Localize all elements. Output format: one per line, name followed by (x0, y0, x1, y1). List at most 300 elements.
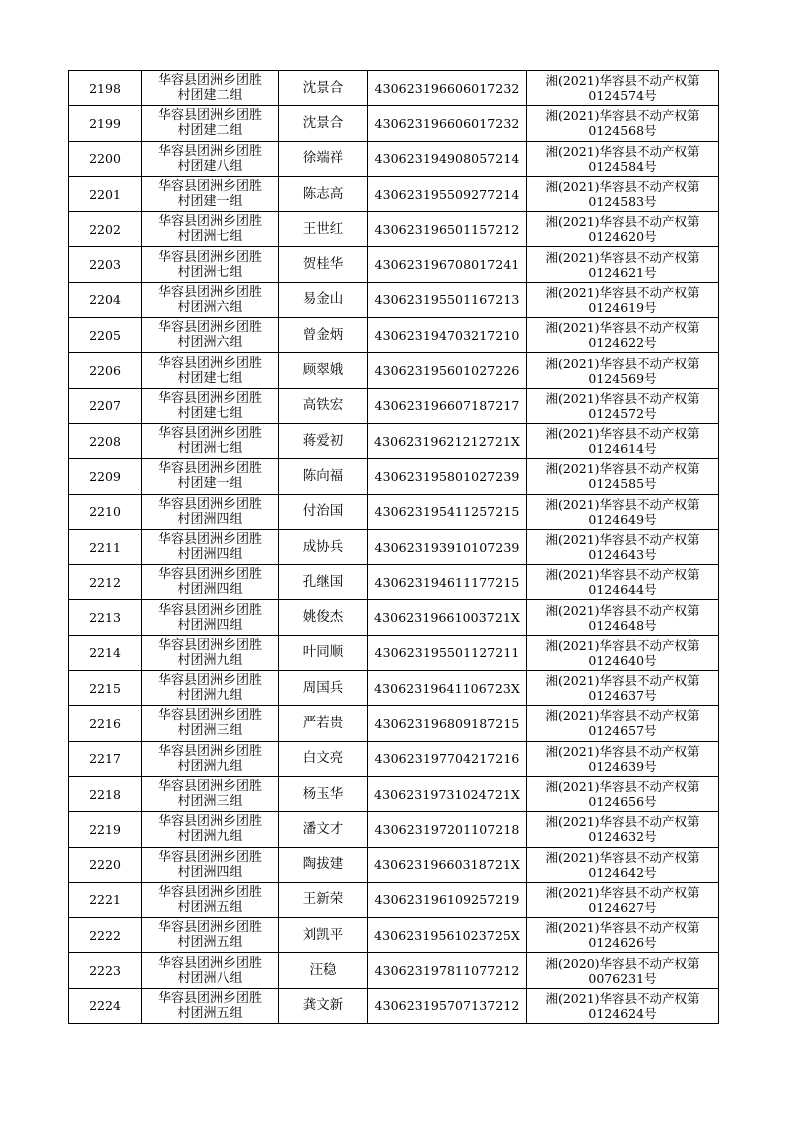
serial-number-cell-text: 2220 (89, 857, 121, 873)
table-row (69, 812, 719, 847)
certificate-number-cell-text: 湘(2021)华容县不动产权第 (545, 637, 700, 653)
id-number-cell (368, 776, 527, 811)
certificate-number-cell-text: 0124637号 (588, 688, 657, 704)
id-number-cell (368, 706, 527, 741)
address-cell (142, 459, 279, 494)
table-row (69, 741, 719, 776)
table-row (69, 423, 719, 458)
certificate-number-cell-text: 0124621号 (588, 264, 657, 280)
certificate-number-cell-text: 0124584号 (588, 158, 657, 174)
certificate-number-cell-text: 湘(2021)华容县不动产权第 (545, 390, 700, 406)
address-cell-text: 华容县团洲乡团胜 (157, 214, 262, 230)
certificate-number-cell (527, 882, 719, 917)
address-cell-text: 村团洲三组 (177, 794, 243, 810)
address-cell (142, 388, 279, 423)
id-number-cell-text: 430623196501157212 (374, 221, 520, 237)
certificate-number-cell-text: 0124626号 (588, 935, 657, 951)
serial-number-cell (69, 706, 142, 741)
certificate-number-cell-text: 0124585号 (588, 476, 657, 492)
address-cell (142, 600, 279, 635)
serial-number-cell (69, 741, 142, 776)
table-row (69, 141, 719, 176)
serial-number-cell (69, 812, 142, 847)
certificate-number-cell-text: 0076231号 (588, 970, 657, 986)
table-row (69, 565, 719, 600)
address-cell-text: 华容县团洲乡团胜 (157, 320, 262, 336)
id-number-cell (368, 247, 527, 282)
id-number-cell-text: 430623195501167213 (374, 292, 520, 308)
owner-name-cell (279, 176, 368, 211)
certificate-number-cell-text: 湘(2021)华容县不动产权第 (545, 920, 700, 936)
address-cell-text: 村团建八组 (177, 158, 243, 174)
owner-name-cell (279, 600, 368, 635)
certificate-number-cell-text: 湘(2021)华容县不动产权第 (545, 814, 700, 830)
owner-name-cell (279, 212, 368, 247)
id-number-cell-text: 430623194611177215 (374, 574, 520, 590)
id-number-cell (368, 953, 527, 988)
certificate-number-cell (527, 847, 719, 882)
owner-name-cell-text: 顾翠娥 (302, 362, 344, 379)
serial-number-cell-text: 2198 (89, 80, 121, 96)
address-cell (142, 918, 279, 953)
address-cell-text: 华容县团洲乡团胜 (157, 955, 262, 971)
serial-number-cell (69, 318, 142, 353)
owner-name-cell-text: 龚文新 (302, 997, 344, 1014)
table-row (69, 282, 719, 317)
certificate-number-cell (527, 318, 719, 353)
owner-name-cell-text: 严若贵 (302, 714, 344, 731)
id-number-cell (368, 71, 527, 106)
address-cell-text: 华容县团洲乡团胜 (157, 567, 262, 583)
serial-number-cell-text: 2206 (89, 363, 121, 379)
certificate-number-cell-text: 湘(2021)华容县不动产权第 (545, 990, 700, 1006)
id-number-cell-text: 430623195509277214 (374, 186, 520, 202)
serial-number-cell-text: 2207 (89, 398, 121, 414)
owner-name-cell-text: 成协兵 (302, 538, 344, 555)
id-number-cell-text: 430623195501127211 (374, 645, 520, 661)
address-cell-text: 村团洲九组 (177, 758, 243, 774)
address-cell (142, 988, 279, 1023)
id-number-cell (368, 141, 527, 176)
id-number-cell-text: 43062319661003721X (374, 610, 520, 626)
address-cell-text: 华容县团洲乡团胜 (157, 990, 262, 1006)
id-number-cell-text: 43062319561023725X (374, 927, 520, 943)
table-row (69, 776, 719, 811)
id-number-cell-text: 430623193910107239 (374, 539, 520, 555)
id-number-cell (368, 882, 527, 917)
serial-number-cell (69, 176, 142, 211)
owner-name-cell (279, 529, 368, 564)
owner-name-cell (279, 459, 368, 494)
owner-name-cell (279, 953, 368, 988)
serial-number-cell-text: 2219 (89, 821, 121, 837)
certificate-number-cell (527, 635, 719, 670)
certificate-number-cell-text: 0124574号 (588, 88, 657, 104)
certificate-number-cell (527, 988, 719, 1023)
serial-number-cell (69, 71, 142, 106)
address-cell-text: 村团洲五组 (177, 899, 243, 915)
table-row (69, 247, 719, 282)
serial-number-cell (69, 494, 142, 529)
address-cell-text: 华容县团洲乡团胜 (157, 920, 262, 936)
id-number-cell (368, 353, 527, 388)
id-number-cell-text: 430623194703217210 (374, 327, 520, 343)
address-cell-text: 华容县团洲乡团胜 (157, 73, 262, 89)
owner-name-cell (279, 353, 368, 388)
owner-name-cell-text: 白文亮 (302, 750, 344, 767)
address-cell (142, 671, 279, 706)
owner-name-cell (279, 106, 368, 141)
id-number-cell (368, 741, 527, 776)
table-row (69, 847, 719, 882)
address-cell-text: 华容县团洲乡团胜 (157, 461, 262, 477)
table-row (69, 388, 719, 423)
owner-name-cell-text: 王新荣 (302, 891, 344, 908)
table-row (69, 988, 719, 1023)
address-cell (142, 282, 279, 317)
serial-number-cell (69, 459, 142, 494)
id-number-cell (368, 388, 527, 423)
owner-name-cell (279, 847, 368, 882)
address-cell (142, 635, 279, 670)
serial-number-cell (69, 953, 142, 988)
table-row (69, 706, 719, 741)
serial-number-cell-text: 2204 (89, 292, 121, 308)
certificate-number-cell-text: 湘(2021)华容县不动产权第 (545, 567, 700, 583)
owner-name-cell (279, 706, 368, 741)
id-number-cell (368, 600, 527, 635)
certificate-number-cell (527, 776, 719, 811)
address-cell-text: 村团洲九组 (177, 652, 243, 668)
serial-number-cell (69, 918, 142, 953)
address-cell (142, 812, 279, 847)
certificate-number-cell-text: 0124614号 (588, 441, 657, 457)
id-number-cell (368, 318, 527, 353)
serial-number-cell-text: 2203 (89, 257, 121, 273)
address-cell-text: 村团洲四组 (177, 511, 243, 527)
id-number-cell (368, 565, 527, 600)
serial-number-cell-text: 2212 (89, 574, 121, 590)
id-number-cell-text: 430623196606017232 (374, 80, 520, 96)
owner-name-cell-text: 潘文才 (302, 820, 344, 837)
id-number-cell (368, 918, 527, 953)
certificate-number-cell-text: 湘(2021)华容县不动产权第 (545, 73, 700, 89)
owner-name-cell (279, 812, 368, 847)
table-row (69, 71, 719, 106)
certificate-number-cell-text: 湘(2021)华容县不动产权第 (545, 532, 700, 547)
certificate-number-cell-text: 湘(2021)华容县不动产权第 (545, 214, 700, 230)
certificate-number-cell-text: 湘(2021)华容县不动产权第 (545, 355, 700, 371)
owner-name-cell-text: 付治国 (302, 503, 344, 520)
certificate-number-cell-text: 湘(2021)华容县不动产权第 (545, 320, 700, 336)
address-cell (142, 247, 279, 282)
owner-name-cell (279, 141, 368, 176)
certificate-number-cell-text: 湘(2021)华容县不动产权第 (545, 249, 700, 265)
serial-number-cell (69, 988, 142, 1023)
address-cell (142, 706, 279, 741)
address-cell (142, 353, 279, 388)
serial-number-cell (69, 600, 142, 635)
address-cell-text: 村团建七组 (177, 370, 243, 386)
address-cell-text: 华容县团洲乡团胜 (157, 496, 262, 512)
id-number-cell-text: 430623197201107218 (374, 821, 520, 837)
certificate-number-cell (527, 282, 719, 317)
address-cell (142, 741, 279, 776)
certificate-number-cell-text: 0124622号 (588, 335, 657, 351)
owner-name-cell (279, 282, 368, 317)
serial-number-cell-text: 2215 (89, 680, 121, 696)
table-row (69, 671, 719, 706)
serial-number-cell (69, 529, 142, 564)
certificate-number-cell-text: 湘(2021)华容县不动产权第 (545, 284, 700, 300)
certificate-number-cell-text: 湘(2021)华容县不动产权第 (545, 108, 700, 124)
address-cell-text: 村团建二组 (177, 123, 243, 139)
certificate-number-cell-text: 0124619号 (588, 299, 657, 315)
certificate-number-cell-text: 湘(2021)华容县不动产权第 (545, 496, 700, 512)
certificate-number-cell-text: 湘(2021)华容县不动产权第 (545, 849, 700, 865)
serial-number-cell-text: 2224 (89, 998, 121, 1014)
serial-number-cell-text: 2217 (89, 751, 121, 767)
certificate-number-cell (527, 106, 719, 141)
owner-name-cell (279, 988, 368, 1023)
address-cell-text: 村团洲七组 (177, 441, 243, 457)
address-cell-text: 村团洲四组 (177, 582, 243, 598)
owner-name-cell-text: 汪稳 (309, 962, 337, 979)
id-number-cell-text: 43062319731024721X (374, 786, 520, 802)
owner-name-cell-text: 沈景合 (302, 114, 344, 131)
certificate-number-cell-text: 0124632号 (588, 829, 657, 845)
id-number-cell-text: 430623197811077212 (374, 963, 520, 979)
id-number-cell (368, 176, 527, 211)
serial-number-cell (69, 776, 142, 811)
certificate-number-cell-text: 湘(2021)华容县不动产权第 (545, 143, 700, 159)
address-cell-text: 华容县团洲乡团胜 (157, 849, 262, 865)
certificate-number-cell-text: 0124569号 (588, 370, 657, 386)
id-number-cell (368, 671, 527, 706)
table-row (69, 318, 719, 353)
certificate-number-cell (527, 71, 719, 106)
owner-name-cell (279, 776, 368, 811)
certificate-number-cell-text: 湘(2021)华容县不动产权第 (545, 743, 700, 759)
address-cell-text: 华容县团洲乡团胜 (157, 249, 262, 265)
serial-number-cell-text: 2211 (89, 539, 121, 555)
certificate-number-cell-text: 湘(2021)华容县不动产权第 (545, 779, 700, 795)
certificate-number-cell (527, 529, 719, 564)
address-cell-text: 华容县团洲乡团胜 (157, 179, 262, 195)
id-number-cell-text: 430623195411257215 (374, 504, 520, 520)
address-cell-text: 村团洲九组 (177, 829, 243, 845)
serial-number-cell-text: 2199 (89, 115, 121, 131)
address-cell (142, 529, 279, 564)
address-cell-text: 华容县团洲乡团胜 (157, 143, 262, 159)
id-number-cell-text: 430623195707137212 (374, 998, 520, 1014)
certificate-number-cell (527, 423, 719, 458)
address-cell (142, 318, 279, 353)
address-cell-text: 华容县团洲乡团胜 (157, 743, 262, 759)
address-cell (142, 565, 279, 600)
owner-name-cell-text: 徐端祥 (302, 150, 344, 167)
id-number-cell-text: 43062319621212721X (374, 433, 520, 449)
certificate-number-cell-text: 湘(2021)华容县不动产权第 (545, 673, 700, 689)
certificate-number-cell (527, 494, 719, 529)
owner-name-cell-text: 周国兵 (302, 679, 344, 696)
id-number-cell (368, 106, 527, 141)
address-cell (142, 106, 279, 141)
owner-name-cell-text: 高铁宏 (302, 397, 344, 414)
address-cell-text: 华容县团洲乡团胜 (157, 637, 262, 653)
owner-name-cell-text: 陈志高 (302, 185, 344, 202)
table-row (69, 918, 719, 953)
address-cell-text: 华容县团洲乡团胜 (157, 532, 262, 547)
address-cell-text: 村团建一组 (177, 194, 243, 210)
serial-number-cell-text: 2210 (89, 504, 121, 520)
address-cell (142, 953, 279, 988)
certificate-number-cell-text: 0124568号 (588, 123, 657, 139)
certificate-number-cell-text: 0124643号 (588, 547, 657, 562)
certificate-number-cell (527, 212, 719, 247)
serial-number-cell (69, 635, 142, 670)
certificate-number-cell (527, 741, 719, 776)
serial-number-cell (69, 212, 142, 247)
owner-name-cell-text: 陶拔建 (302, 856, 344, 873)
address-cell-text: 华容县团洲乡团胜 (157, 284, 262, 300)
table-row (69, 353, 719, 388)
owner-name-cell (279, 494, 368, 529)
property-registry-table (68, 70, 719, 1024)
address-cell-text: 村团洲七组 (177, 229, 243, 245)
serial-number-cell-text: 2205 (89, 327, 121, 343)
id-number-cell (368, 635, 527, 670)
address-cell-text: 华容县团洲乡团胜 (157, 814, 262, 830)
certificate-number-cell-text: 0124657号 (588, 723, 657, 739)
address-cell-text: 村团洲五组 (177, 1005, 243, 1021)
owner-name-cell (279, 388, 368, 423)
address-cell (142, 882, 279, 917)
owner-name-cell-text: 姚俊杰 (302, 609, 344, 626)
id-number-cell-text: 430623194908057214 (374, 151, 520, 167)
address-cell-text: 村团洲四组 (177, 617, 243, 633)
id-number-cell-text: 430623196809187215 (374, 715, 520, 731)
table-row (69, 459, 719, 494)
serial-number-cell-text: 2222 (89, 927, 121, 943)
table-row (69, 600, 719, 635)
document-page (68, 70, 719, 1024)
address-cell-text: 村团洲四组 (177, 864, 243, 880)
owner-name-cell-text: 孔继国 (302, 573, 344, 590)
address-cell (142, 176, 279, 211)
certificate-number-cell-text: 湘(2021)华容县不动产权第 (545, 708, 700, 724)
serial-number-cell-text: 2214 (89, 645, 121, 661)
serial-number-cell (69, 882, 142, 917)
certificate-number-cell-text: 0124649号 (588, 511, 657, 527)
certificate-number-cell (527, 141, 719, 176)
certificate-number-cell (527, 706, 719, 741)
certificate-number-cell-text: 湘(2020)华容县不动产权第 (545, 955, 700, 971)
certificate-number-cell-text: 0124639号 (588, 758, 657, 774)
address-cell-text: 华容县团洲乡团胜 (157, 708, 262, 724)
address-cell-text: 华容县团洲乡团胜 (157, 779, 262, 795)
owner-name-cell (279, 918, 368, 953)
serial-number-cell-text: 2209 (89, 468, 121, 484)
serial-number-cell (69, 141, 142, 176)
id-number-cell (368, 212, 527, 247)
id-number-cell (368, 988, 527, 1023)
owner-name-cell (279, 741, 368, 776)
address-cell (142, 71, 279, 106)
id-number-cell-text: 430623196708017241 (374, 257, 520, 273)
id-number-cell (368, 423, 527, 458)
serial-number-cell (69, 671, 142, 706)
address-cell (142, 776, 279, 811)
address-cell-text: 村团建七组 (177, 405, 243, 421)
address-cell-text: 村团洲八组 (177, 970, 243, 986)
address-cell-text: 华容县团洲乡团胜 (157, 108, 262, 124)
certificate-number-cell-text: 0124583号 (588, 194, 657, 210)
address-cell-text: 村团洲六组 (177, 299, 243, 315)
table-row (69, 494, 719, 529)
certificate-number-cell-text: 0124642号 (588, 864, 657, 880)
owner-name-cell-text: 易金山 (302, 291, 344, 308)
owner-name-cell (279, 635, 368, 670)
certificate-number-cell-text: 湘(2021)华容县不动产权第 (545, 884, 700, 900)
certificate-number-cell-text: 0124640号 (588, 652, 657, 668)
address-cell-text: 村团洲七组 (177, 264, 243, 280)
serial-number-cell-text: 2202 (89, 221, 121, 237)
id-number-cell-text: 430623196607187217 (374, 398, 520, 414)
owner-name-cell (279, 423, 368, 458)
certificate-number-cell-text: 0124624号 (588, 1005, 657, 1021)
owner-name-cell-text: 王世红 (302, 220, 344, 237)
owner-name-cell-text: 刘凯平 (302, 926, 344, 943)
owner-name-cell-text: 叶同顺 (302, 644, 344, 661)
address-cell-text: 村团建一组 (177, 476, 243, 492)
certificate-number-cell (527, 388, 719, 423)
table-row (69, 882, 719, 917)
owner-name-cell-text: 曾金炳 (302, 326, 344, 343)
id-number-cell (368, 459, 527, 494)
table-row (69, 953, 719, 988)
serial-number-cell (69, 847, 142, 882)
certificate-number-cell-text: 湘(2021)华容县不动产权第 (545, 179, 700, 195)
owner-name-cell (279, 71, 368, 106)
id-number-cell (368, 529, 527, 564)
serial-number-cell (69, 565, 142, 600)
certificate-number-cell-text: 0124627号 (588, 899, 657, 915)
serial-number-cell-text: 2208 (89, 433, 121, 449)
certificate-number-cell (527, 600, 719, 635)
certificate-number-cell (527, 812, 719, 847)
certificate-number-cell-text: 0124620号 (588, 229, 657, 245)
address-cell-text: 华容县团洲乡团胜 (157, 884, 262, 900)
table-row (69, 635, 719, 670)
serial-number-cell (69, 247, 142, 282)
id-number-cell-text: 43062319641106723X (374, 680, 520, 696)
address-cell (142, 212, 279, 247)
serial-number-cell-text: 2213 (89, 610, 121, 626)
owner-name-cell (279, 671, 368, 706)
certificate-number-cell-text: 0124572号 (588, 405, 657, 421)
serial-number-cell-text: 2216 (89, 715, 121, 731)
id-number-cell (368, 847, 527, 882)
id-number-cell (368, 494, 527, 529)
address-cell-text: 华容县团洲乡团胜 (157, 426, 262, 442)
address-cell-text: 村团建二组 (177, 88, 243, 104)
certificate-number-cell (527, 247, 719, 282)
table-row (69, 212, 719, 247)
address-cell (142, 494, 279, 529)
serial-number-cell (69, 106, 142, 141)
owner-name-cell-text: 贺桂华 (302, 256, 344, 273)
